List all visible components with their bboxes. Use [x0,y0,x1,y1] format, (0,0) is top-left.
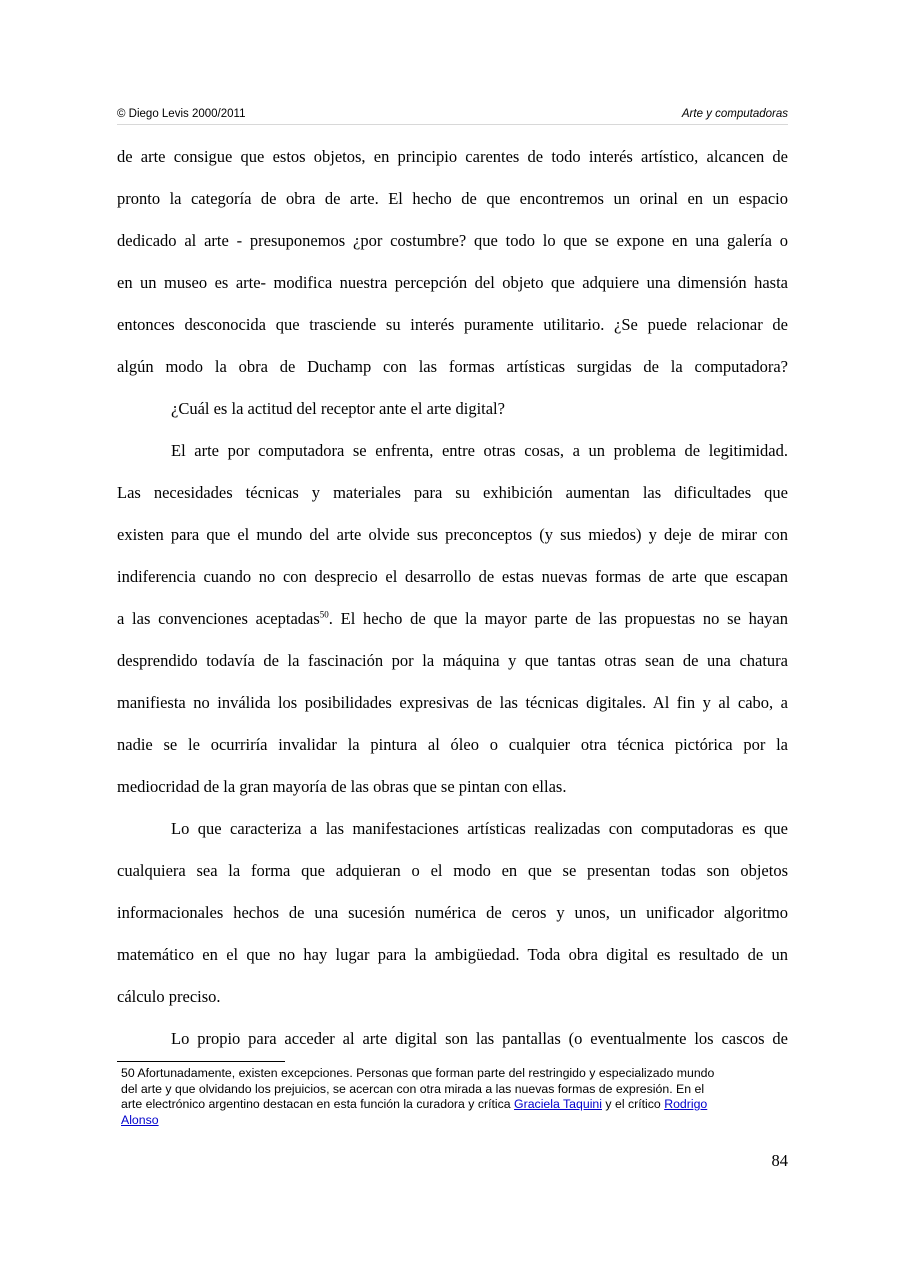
body-text [117,136,788,1060]
text-line: algún modo la obra de Duchamp con las formas artísticas surgidas de la computadora? [117,357,788,376]
text-line: informacionales hechos de una sucesión numérica de ceros y unos, un unificador algoritmo [117,903,788,922]
text-line: Lo que caracteriza a las manifestaciones artísticas realizadas con computadoras es que [171,819,788,838]
link-rodrigo-alonso[interactable]: Rodrigo [664,1097,708,1111]
text-line: pronto la categoría de obra de arte. El hecho de que encontremos un orinal en un espacio [117,189,788,208]
text-line: de arte consigue que estos objetos, en principio carentes de todo interés artístico, alcancen de [117,147,788,166]
text-segment: a las convenciones aceptadas [117,609,320,628]
text-line: Las necesidades técnicas y materiales para su exhibición aumentan las dificultades que [117,483,788,502]
footnote-line: 50 Afortunadamente, existen excepciones. Personas que forman parte del restringido y especializado mundo [121,1066,715,1080]
text-segment: . El hecho de que la mayor parte de las propuestas no se hayan [328,609,789,628]
footnote-text: arte electrónico argentino destacan en esta función la curadora y crítica [121,1097,515,1111]
text-line: manifiesta no inválida los posibilidades expresivas de las técnicas digitales. Al fin y al cabo, a [117,693,788,712]
header-title: Arte y computadoras [681,108,788,120]
text-line-with-footnote [117,598,788,640]
footnote-line [121,1097,783,1113]
text-line: desprendido todavía de la fascinación por la máquina y que tantas otras sean de una chatura [117,651,788,670]
text-line: ¿Cuál es la actitud del receptor ante el arte digital? [171,399,505,418]
text-line: cualquiera sea la forma que adquieran o el modo en que se presentan todas son objetos [117,861,788,880]
footnote-line: del arte y que olvidando los prejuicios, se acercan con otra mirada a las nuevas formas de expresión. En el [121,1081,705,1096]
text-line: El arte por computadora se enfrenta, entre otras cosas, a un problema de legitimidad. [171,441,788,460]
text-line: Lo propio para acceder al arte digital son las pantallas (o eventualmente los cascos de [171,1029,788,1048]
link-graciela-taquini[interactable]: Graciela Taquini [514,1097,602,1111]
text-line: dedicado al arte - presuponemos ¿por costumbre? que todo lo que se expone en una galería o [117,231,788,250]
text-line: mediocridad de la gran mayoría de las obras que se pintan con ellas. [117,777,567,796]
paragraph-5 [117,1018,788,1060]
page-header [117,106,788,125]
link-rodrigo-alonso-cont[interactable]: Alonso [121,1112,159,1127]
footnote [121,1066,783,1128]
header-author: © Diego Levis 2000/2011 [117,108,246,120]
paragraph-2 [117,388,788,430]
footnote-separator [117,1061,285,1062]
footnote-line [121,1113,783,1129]
text-line: indiferencia cuando no con desprecio el desarrollo de estas nuevas formas de arte que escapan [117,567,788,586]
paragraph-1 [117,136,788,388]
paragraph-4 [117,808,788,1018]
text-line: matemático en el que no hay lugar para la ambigüedad. Toda obra digital es resultado de un [117,945,788,964]
text-line: cálculo preciso. [117,987,221,1006]
footnote-reference[interactable]: 50 [319,609,329,620]
page-number: 84 [771,1151,788,1170]
text-line: en un museo es arte- modifica nuestra percepción del objeto que adquiere una dimensión hasta [117,273,788,292]
text-line: existen para que el mundo del arte olvide sus preconceptos (y sus miedos) y deje de mirar con [117,525,788,544]
text-line: entonces desconocida que trasciende su interés puramente utilitario. ¿Se puede relacionar de [117,315,788,334]
text-line: nadie se le ocurriría invalidar la pintura al óleo o cualquier otra técnica pictórica por la [117,735,788,754]
paragraph-3 [117,430,788,808]
footnote-text: y el crítico [602,1097,665,1111]
